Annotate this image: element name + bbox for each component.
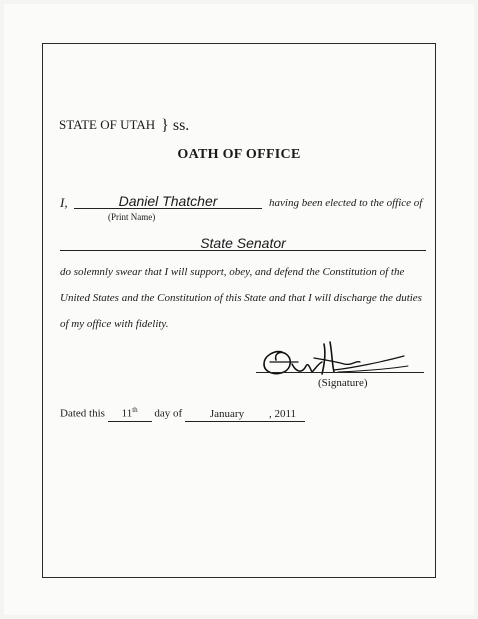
office-underline <box>60 250 426 251</box>
day-blank <box>108 404 152 422</box>
signature-label: (Signature) <box>318 377 368 389</box>
day-value: 11 <box>121 407 133 420</box>
day-of-label: day of <box>154 407 183 420</box>
month-blank <box>185 408 269 422</box>
elected-text: having been elected to the office of <box>269 197 423 209</box>
handwritten-signature <box>252 338 412 382</box>
state-label: STATE OF UTAH <box>59 117 156 132</box>
ss-label: } ss. <box>161 117 190 134</box>
oath-text-line-1: do solemnly swear that I will support, obey, and defend the Constitution of the <box>60 266 405 278</box>
document-title: OATH OF OFFICE <box>177 147 301 162</box>
print-name-value: Daniel Thatcher <box>118 193 218 209</box>
print-name-underline <box>74 208 262 209</box>
oath-i-prefix: I, <box>60 195 68 210</box>
state-heading <box>59 116 189 134</box>
oath-text-line-2: United States and the Constitution of this State and that I will discharge the duties <box>60 292 422 304</box>
print-name-label: (Print Name) <box>108 212 156 222</box>
oath-text-line-3: of my office with fidelity. <box>60 318 169 330</box>
year-blank <box>269 408 305 422</box>
day-suffix: th <box>132 406 138 414</box>
office-value: State Senator <box>200 235 286 251</box>
signature-underline <box>256 372 424 373</box>
month-value: January <box>209 407 245 420</box>
dated-line <box>60 404 305 422</box>
dated-prefix: Dated this <box>60 407 105 420</box>
year-value: , 2011 <box>268 407 297 420</box>
